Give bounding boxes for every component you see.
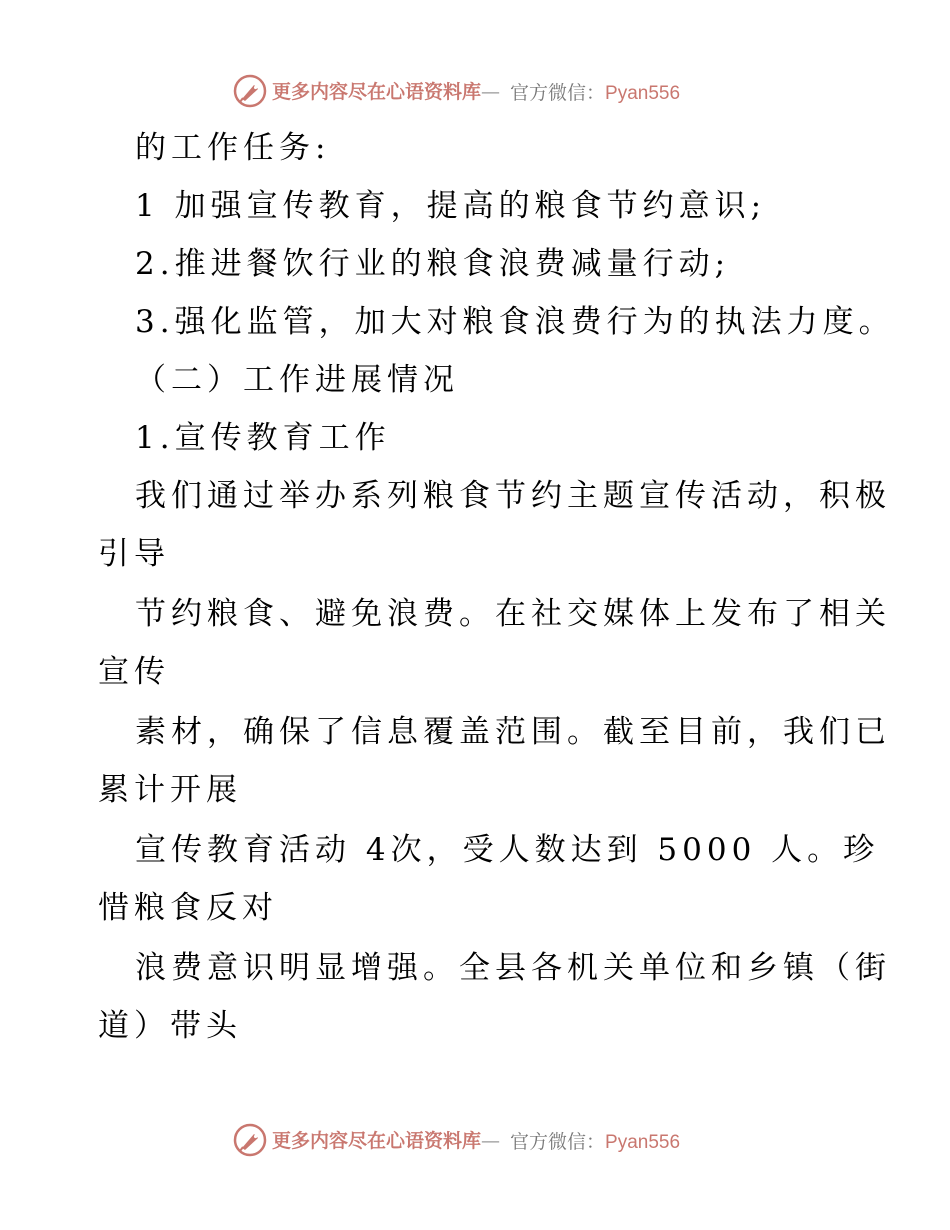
text-line: 宣传教育活动 4次，受人数达到 5000 人。珍 <box>135 832 880 868</box>
text-line: 宣传 <box>98 654 170 690</box>
wechat-contact: 官方微信：Pyan556 <box>510 1132 681 1153</box>
header-watermark-banner <box>0 71 950 111</box>
text-line: 1 加强宣传教育，提高的粮食节约意识; <box>135 188 767 224</box>
footer-watermark-banner <box>0 1120 950 1160</box>
section-heading: （二）工作进展情况 <box>135 362 459 398</box>
brand-text: 更多内容尽在心语资料库— <box>272 1130 501 1152</box>
text-line: 累计开展 <box>98 772 242 808</box>
text-line: 道）带头 <box>98 1008 242 1044</box>
text-line: 节约粮食、避免浪费。在社交媒体上发布了相关 <box>135 596 891 632</box>
text-line: 的工作任务: <box>135 130 331 166</box>
subsection-heading: 1.宣传教育工作 <box>135 420 391 456</box>
text-line: 3.强化监管，加大对粮食浪费行为的执法力度。 <box>135 304 895 340</box>
pen-nib-logo-icon <box>232 73 268 109</box>
text-line: 引导 <box>98 536 170 572</box>
text-line: 素材，确保了信息覆盖范围。截至目前，我们已 <box>135 714 891 750</box>
text-line: 我们通过举办系列粮食节约主题宣传活动，积极 <box>135 478 891 514</box>
text-line: 浪费意识明显增强。全县各机关单位和乡镇（街 <box>135 950 891 986</box>
pen-nib-logo-icon <box>232 1122 268 1158</box>
text-line: 惜粮食反对 <box>98 890 278 926</box>
text-line: 2.推进餐饮行业的粮食浪费减量行动; <box>135 246 731 282</box>
wechat-contact: 官方微信：Pyan556 <box>510 83 681 104</box>
brand-text: 更多内容尽在心语资料库— <box>272 81 501 103</box>
